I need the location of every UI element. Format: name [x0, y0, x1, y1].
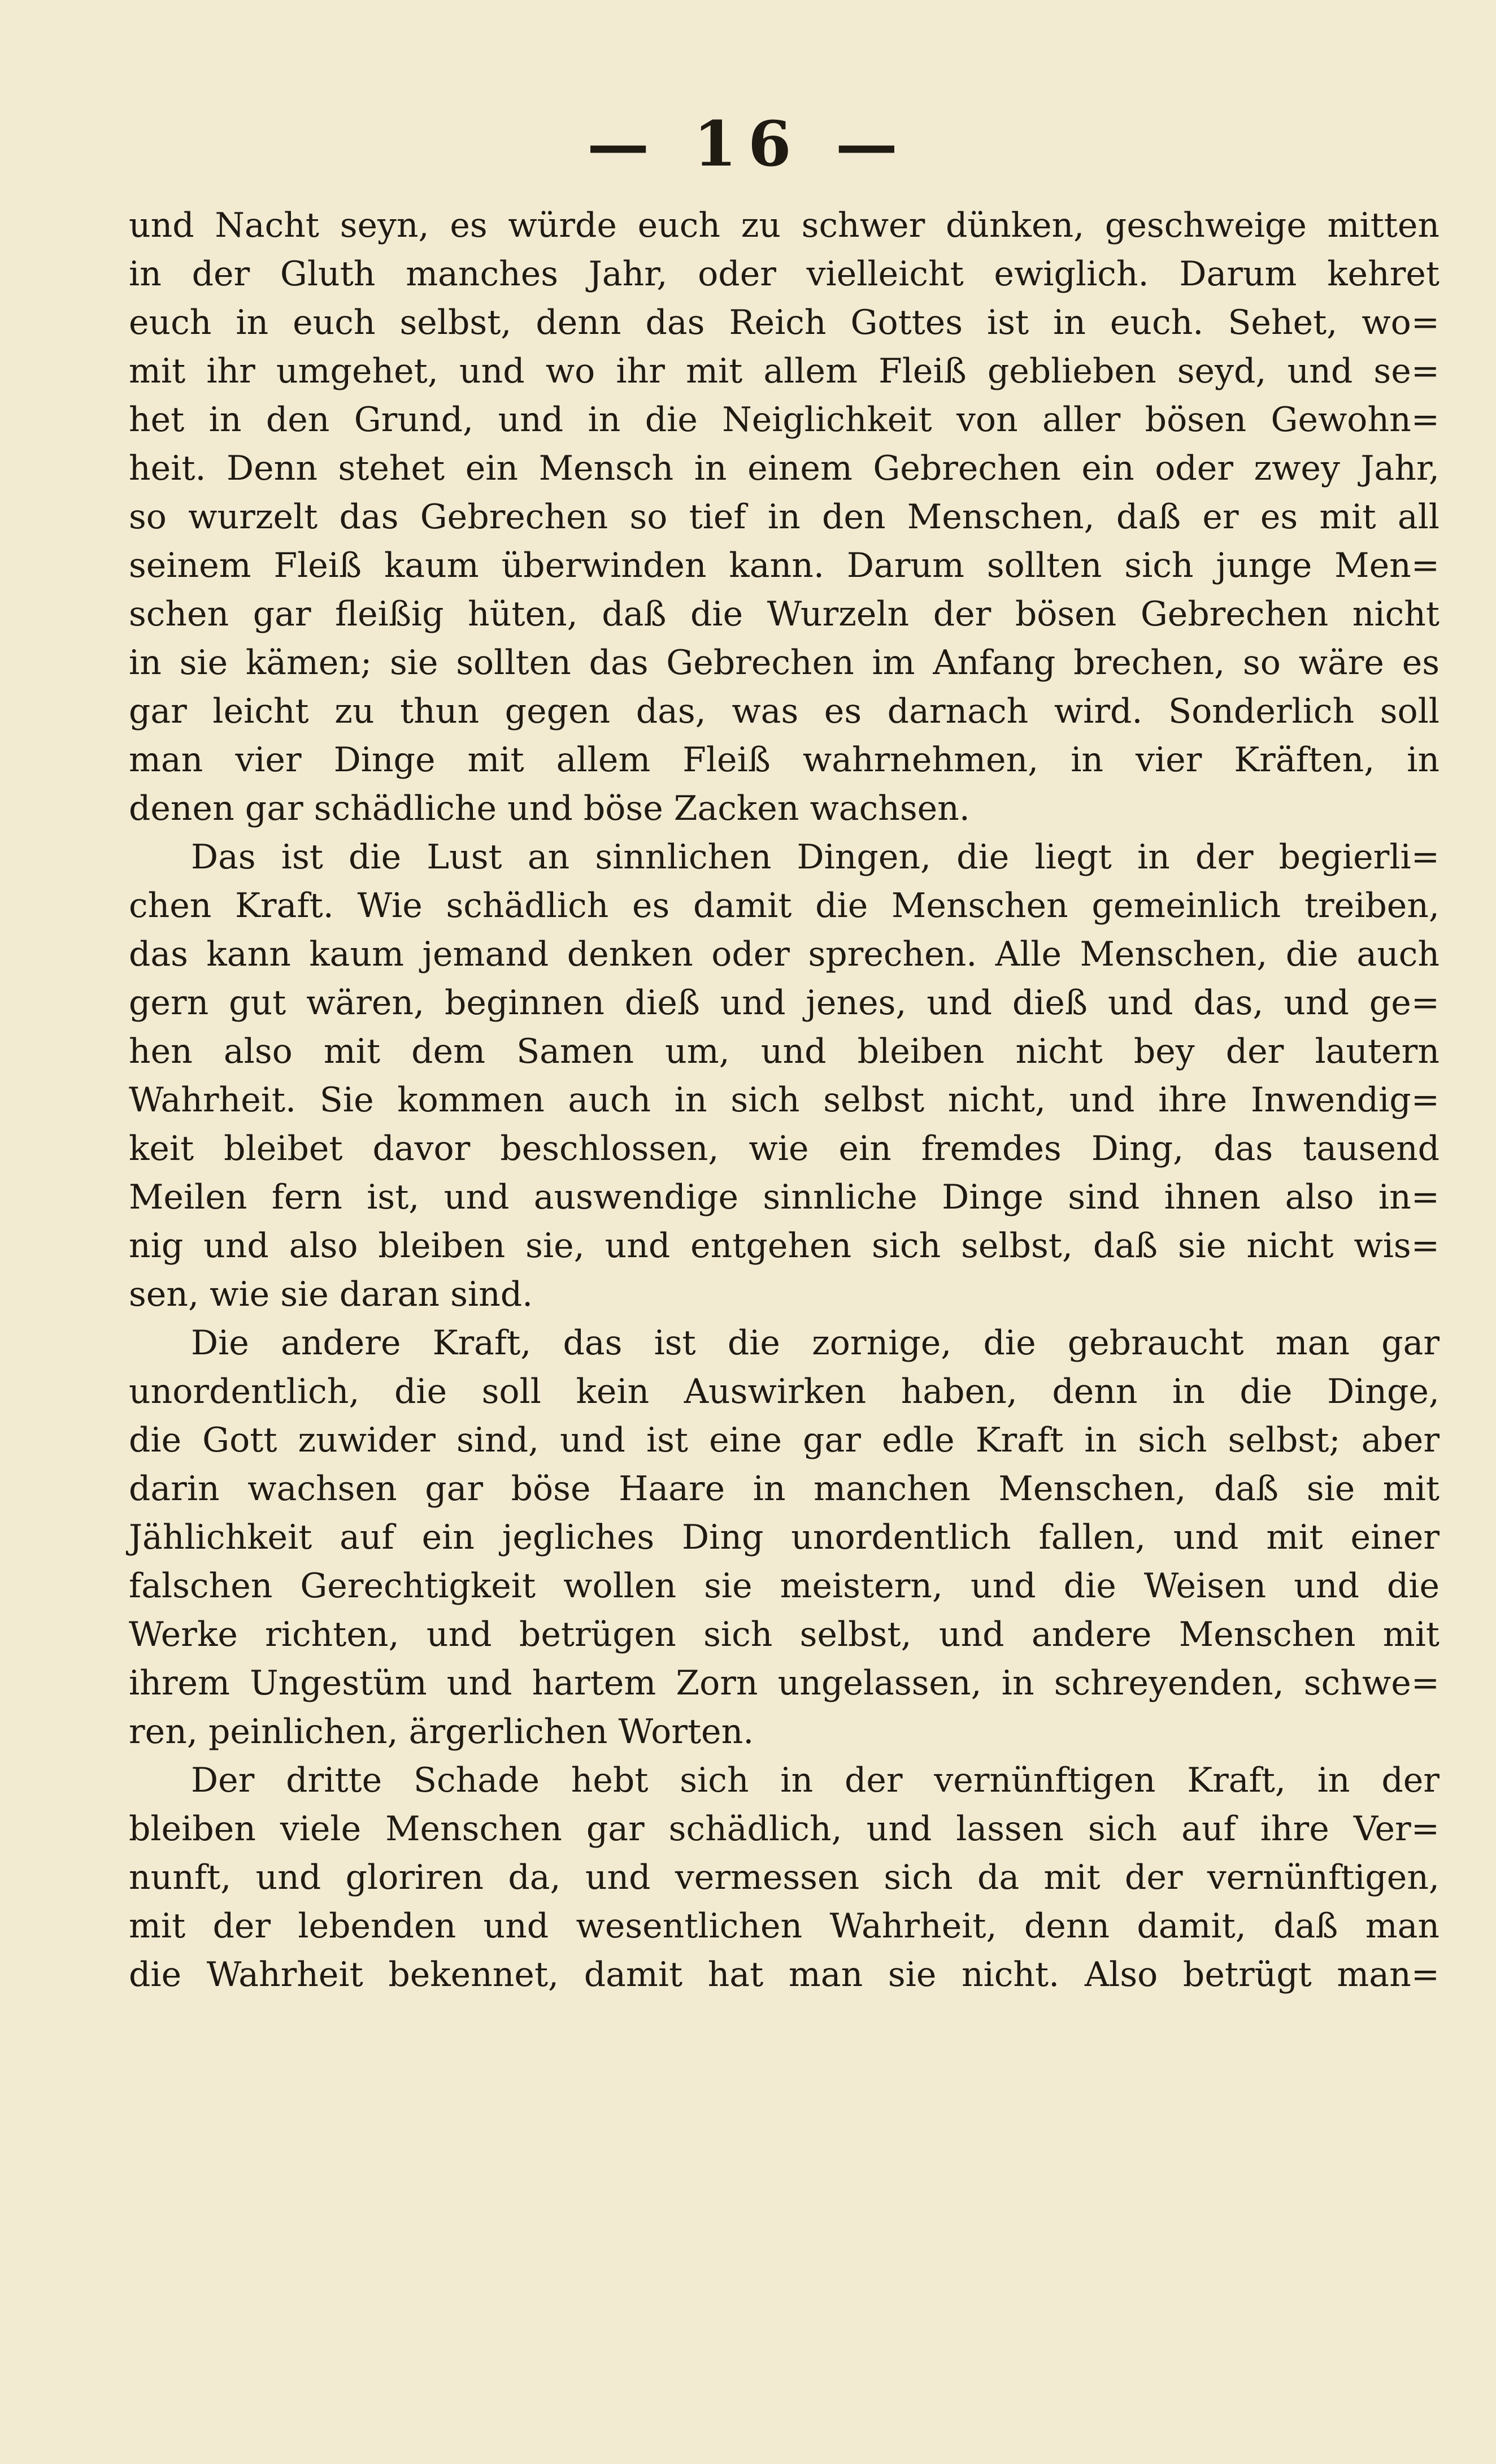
text-line: darin wachsen gar böse Haare in manchen Menschen, daß sie mit	[129, 1469, 1440, 1509]
text-line: und Nacht seyn, es würde euch zu schwer dünken, geschweige mitten	[129, 206, 1440, 245]
body-text	[129, 201, 1440, 1999]
text-line: man vier Dinge mit allem Fleiß wahrnehmen, in vier Kräften, in	[129, 740, 1440, 780]
text-line: schen gar fleißig hüten, daß die Wurzeln der bösen Gebrechen nicht	[129, 594, 1440, 634]
text-line: das kann kaum jemand denken oder sprechen. Alle Menschen, die auch	[129, 935, 1440, 974]
text-line: mit ihr umgehet, und wo ihr mit allem Fleiß geblieben seyd, und se=	[129, 351, 1440, 391]
text-line: in der Gluth manches Jahr, oder vielleicht ewiglich. Darum kehret	[129, 254, 1440, 294]
text-line: Meilen fern ist, und auswendige sinnliche Dinge sind ihnen also in=	[129, 1177, 1440, 1217]
text-line: gar leicht zu thun gegen das, was es darnach wird. Sonderlich soll	[129, 692, 1440, 731]
text-line: Die andere Kraft, das ist die zornige, die gebraucht man gar	[191, 1323, 1440, 1363]
text-line: ren, peinlichen, ärgerlichen Worten.	[129, 1712, 754, 1752]
text-line: ihrem Ungestüm und hartem Zorn ungelassen, in schreyenden, schwe=	[129, 1663, 1440, 1703]
text-line: heit. Denn stehet ein Mensch in einem Gebrechen ein oder zwey Jahr,	[129, 449, 1440, 488]
text-line: Das ist die Lust an sinnlichen Dingen, die liegt in der begierli=	[191, 837, 1440, 877]
text-line: unordentlich, die soll kein Auswirken haben, denn in die Dinge,	[129, 1372, 1440, 1411]
text-line: nig und also bleiben sie, und entgehen sich selbst, daß sie nicht wis=	[129, 1226, 1440, 1266]
text-line: denen gar schädliche und böse Zacken wachsen.	[129, 789, 970, 828]
page-number: — 16 —	[587, 107, 909, 180]
text-line: het in den Grund, und in die Neiglichkeit von aller bösen Gewohn=	[129, 400, 1440, 440]
text-line: bleiben viele Menschen gar schädlich, und lassen sich auf ihre Ver=	[129, 1809, 1440, 1849]
text-line: hen also mit dem Samen um, und bleiben nicht bey der lautern	[129, 1032, 1440, 1071]
text-line: Jählichkeit auf ein jegliches Ding unordentlich fallen, und mit einer	[129, 1518, 1440, 1557]
text-line: Wahrheit. Sie kommen auch in sich selbst nicht, und ihre Inwendig=	[129, 1080, 1440, 1120]
text-line: falschen Gerechtigkeit wollen sie meistern, und die Weisen und die	[129, 1566, 1440, 1606]
text-line: chen Kraft. Wie schädlich es damit die Menschen gemeinlich treiben,	[129, 886, 1440, 925]
text-line: keit bleibet davor beschlossen, wie ein fremdes Ding, das tausend	[129, 1129, 1440, 1168]
text-line: euch in euch selbst, denn das Reich Gottes ist in euch. Sehet, wo=	[129, 303, 1440, 342]
text-line: Der dritte Schade hebt sich in der vernünftigen Kraft, in der	[191, 1761, 1440, 1800]
text-line: die Wahrheit bekennet, damit hat man sie nicht. Also betrügt man=	[129, 1955, 1440, 1994]
text-line: so wurzelt das Gebrechen so tief in den Menschen, daß er es mit all	[129, 497, 1440, 537]
text-line: sen, wie sie daran sind.	[129, 1275, 533, 1314]
text-line: nunft, und gloriren da, und vermessen sich da mit der vernünftigen,	[129, 1858, 1440, 1897]
text-line: in sie kämen; sie sollten das Gebrechen im Anfang brechen, so wäre es	[129, 643, 1440, 683]
text-line: seinem Fleiß kaum überwinden kann. Darum sollten sich junge Men=	[129, 546, 1440, 585]
text-line: Werke richten, und betrügen sich selbst, und andere Menschen mit	[129, 1615, 1440, 1654]
text-line: die Gott zuwider sind, und ist eine gar edle Kraft in sich selbst; aber	[129, 1420, 1440, 1460]
text-line: gern gut wären, beginnen dieß und jenes, und dieß und das, und ge=	[129, 983, 1440, 1023]
text-line: mit der lebenden und wesentlichen Wahrheit, denn damit, daß man	[129, 1906, 1440, 1946]
